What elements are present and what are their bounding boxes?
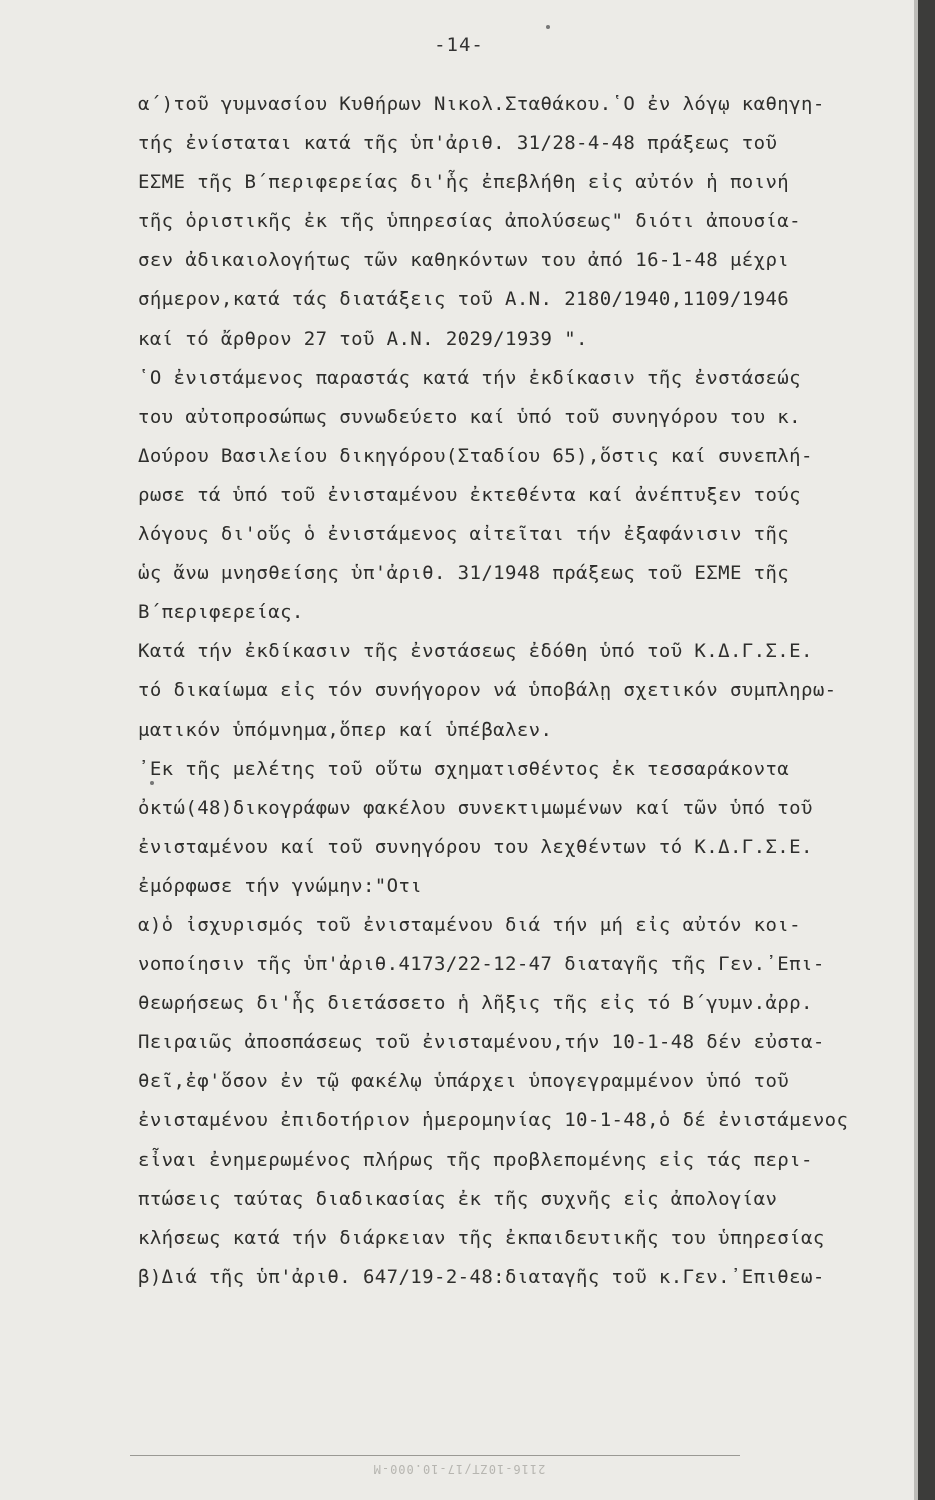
text-line: νοποίησιν τῆς ὑπ'ἀριθ.4173/22-12-47 διαταγῆς τῆς Γεν.᾿Επι-: [138, 953, 825, 976]
text-line: ΕΣΜΕ τῆς Β΄περιφερείας δι'ἧς ἐπεβλήθη εἰς αὐτόν ἡ ποινή: [138, 171, 790, 194]
text-line: θεωρήσεως δι'ἧς διετάσσετο ἡ λῆξις τῆς εἰς τό Β΄γυμν.ἀρρ.: [138, 992, 813, 1015]
text-line: τής ἐνίσταται κατά τῆς ὑπ'ἀριθ. 31/28-4-48 πράξεως τοῦ: [138, 132, 778, 155]
text-line: Β΄περιφερείας.: [138, 601, 304, 624]
text-line: Κατά τήν ἐκδίκασιν τῆς ἐνστάσεως ἐδόθη ὑπό τοῦ Κ.Δ.Γ.Σ.Ε.: [138, 640, 813, 663]
text-line: Δούρου Βασιλείου δικηγόρου(Σταδίου 65),ὅστις καί συνεπλή-: [138, 444, 813, 467]
text-line: ὡς ἄνω μνησθείσης ὑπ'ἀριθ. 31/1948 πράξεως τοῦ ΕΣΜΕ τῆς: [138, 562, 790, 585]
text-line: καί τό ἄρθρον 27 τοῦ Α.Ν. 2029/1939 ".: [138, 327, 588, 350]
text-line: β)Διά τῆς ὑπ'ἀριθ. 647/19-2-48:διαταγῆς τοῦ κ.Γεν.᾿Επιθεω-: [138, 1265, 825, 1288]
text-line: εἶναι ἐνημερωμένος πλήρως τῆς προβλεπομένης εἰς τάς περι-: [138, 1148, 813, 1171]
paper-speck: [546, 25, 550, 29]
text-line: σήμερον,κατά τάς διατάξεις τοῦ Α.Ν. 2180/1940,1109/1946: [138, 288, 790, 311]
text-line: ἐμόρφωσε τήν γνώμην:"Οτι: [138, 874, 423, 897]
text-line: σεν ἀδικαιολογήτως τῶν καθηκόντων του ἀπό 16-1-48 μέχρι: [138, 249, 790, 272]
text-line: ῾Ο ἐνιστάμενος παραστάς κατά τήν ἐκδίκασιν τῆς ἐνστάσεώς: [138, 366, 801, 389]
text-line: α)ὁ ἰσχυρισμός τοῦ ἐνισταμένου διά τήν μή εἰς αὐτόν κοι-: [138, 913, 801, 936]
scan-border: [918, 0, 935, 1500]
text-line: τῆς ὁριστικῆς ἐκ τῆς ὑπηρεσίας ἀπολύσεως" διότι ἀπουσία-: [138, 210, 801, 233]
text-line: ρωσε τά ὑπό τοῦ ἐνισταμένου ἐκτεθέντα καί ἀνέπτυξεν τούς: [138, 483, 801, 506]
text-line: ὀκτώ(48)δικογράφων φακέλου συνεκτιμωμένων καί τῶν ὑπό τοῦ: [138, 796, 813, 819]
text-line: πτώσεις ταύτας διαδικασίας ἐκ τῆς συχνῆς εἰς ἀπολογίαν: [138, 1187, 778, 1210]
page-number: -14-: [434, 34, 484, 56]
document-body: [138, 85, 928, 1297]
text-line: ᾿Εκ τῆς μελέτης τοῦ οὕτω σχηματισθέντος ἐκ τεσσαράκοντα: [138, 757, 790, 780]
text-line: ἐνισταμένου καί τοῦ συνηγόρου του λεχθέντων τό Κ.Δ.Γ.Σ.Ε.: [138, 835, 813, 858]
text-line: λόγους δι'οὕς ὁ ἐνιστάμενος αἰτεῖται τήν ἐξαφάνισιν τῆς: [138, 523, 790, 546]
footer-rule: [130, 1455, 740, 1456]
text-line: τό δικαίωμα εἰς τόν συνήγορον νά ὑποβάλῃ σχετικόν συμπληρω-: [138, 679, 837, 702]
text-line: Πειραιῶς ἀποσπάσεως τοῦ ἐνισταμένου,τήν 10-1-48 δέν εὐστα-: [138, 1031, 825, 1054]
paper-speck: [150, 781, 154, 785]
text-line: του αὐτοπροσώπως συνωδεύετο καί ὑπό τοῦ συνηγόρου του κ.: [138, 405, 801, 428]
text-line: ἐνισταμένου ἐπιδοτήριον ἡμερομηνίας 10-1-48,ὁ δέ ἐνιστάμενος: [138, 1109, 849, 1132]
footer-print-code: 2116-10ΖΤ/17-10.000-Μ: [372, 1462, 546, 1476]
text-line: κλήσεως κατά τήν διάρκειαν τῆς ἐκπαιδευτικῆς του ὑπηρεσίας: [138, 1226, 825, 1249]
text-line: ματικόν ὑπόμνημα,ὅπερ καί ὑπέβαλεν.: [138, 718, 553, 741]
text-line: α΄)τοῦ γυμνασίου Κυθήρων Νικολ.Σταθάκου.῾Ο ἐν λόγῳ καθηγη-: [138, 93, 825, 115]
text-line: θεῖ,ἐφ'ὅσον ἐν τῷ φακέλῳ ὑπάρχει ὑπογεγραμμένον ὑπό τοῦ: [138, 1070, 790, 1093]
